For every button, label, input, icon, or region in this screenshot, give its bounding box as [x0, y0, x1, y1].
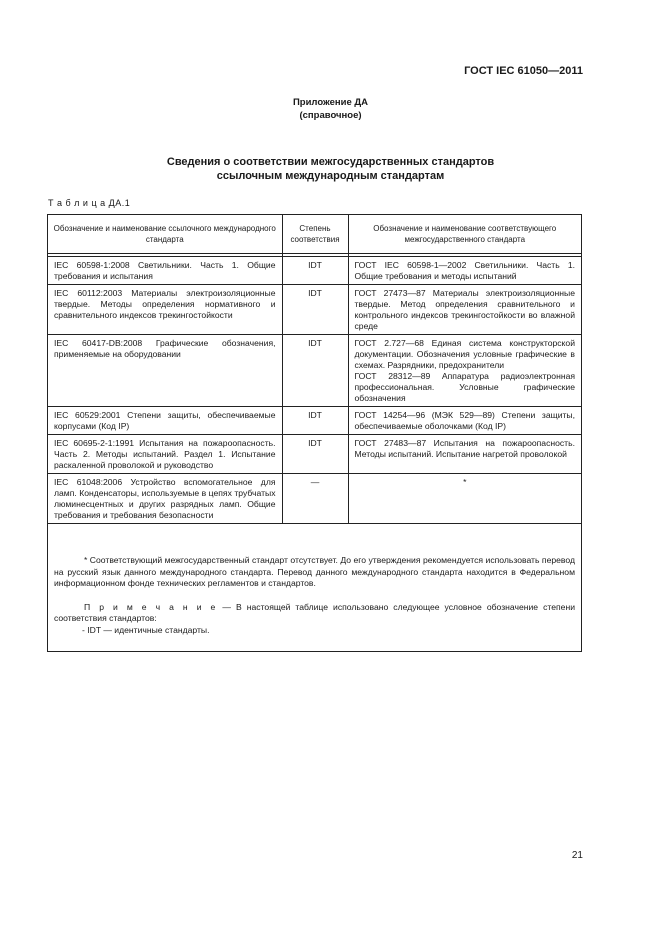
degree-cell: IDT [282, 335, 348, 407]
standard-header: ГОСТ IEC 61050—2011 [464, 65, 583, 77]
gost-standard-entry: ГОСТ 28312—89 Аппаратура радиоэлектронная профессиональная. Условные графические обозначения [354, 371, 575, 403]
table-row [48, 257, 581, 285]
note-label: П р и м е ч а н и е [84, 601, 218, 612]
table-label: Т а б л и ц а ДА.1 [48, 198, 131, 208]
note [48, 590, 581, 625]
table-row [48, 435, 581, 474]
degree-cell: — [282, 474, 348, 524]
table-notes [48, 552, 581, 636]
title-line-2: ссылочным международным стандартам [216, 170, 445, 182]
header-intl-standard: Обозначение и наименование ссылочного международного стандарта [48, 215, 282, 254]
table-row [48, 285, 581, 335]
degree-cell: IDT [282, 435, 348, 474]
page-number: 21 [571, 850, 583, 861]
gost-standard-cell: ГОСТ IEC 60598-1—2002 Светильники. Часть 1. Общие требования и методы испытаний [348, 257, 581, 285]
table-row [48, 474, 581, 524]
table-header-row [48, 215, 581, 254]
table-row [48, 407, 581, 435]
table-row [48, 335, 581, 407]
gost-standard-cell: * [348, 474, 581, 524]
gost-standard-cell: ГОСТ 14254—96 (МЭК 529—89) Степени защиты, обеспечиваемые оболочками (Код IP) [348, 407, 581, 435]
gost-standard-cell [348, 335, 581, 407]
title-line-1: Сведения о соответствии межгосударственных стандартов [166, 156, 495, 168]
gost-standard-cell: ГОСТ 27483—87 Испытания на пожароопасность. Методы испытаний. Испытание нагретой проволокой [348, 435, 581, 474]
footnote: * Соответствующий межгосударственный стандарт отсутствует. До его утверждения рекомендуется использовать перевод на русский язык данного международного стандарта. Перевод данного международного стандарта находится в Федеральном информационном фонде технических регламентов и стандартов. [54, 555, 575, 588]
header-degree: Степень соответствия [282, 215, 348, 254]
intl-standard-cell: IEC 60695-2-1:1991 Испытания на пожароопасность. Часть 2. Методы испытаний. Раздел 1. Испытание раскаленной проволокой и руководство [48, 435, 282, 474]
note-item: - IDT — идентичные стандарты. [82, 624, 210, 635]
gost-standard-cell: ГОСТ 27473—87 Материалы электроизоляционные твердые. Метод определения сравнительного и контрольного индексов трекингостойкости во влажной среде [348, 285, 581, 335]
intl-standard-cell: IEC 60417-DB:2008 Графические обозначения, применяемые на оборудовании [48, 335, 282, 407]
correspondence-table [48, 215, 581, 524]
intl-standard-cell: IEC 61048:2006 Устройство вспомогательное для ламп. Конденсаторы, используемые в цепях трубчатых люминесцентных и других разрядных ламп. Общие требования и требования безопасности [48, 474, 282, 524]
appendix-subtitle: (справочное) [299, 110, 362, 121]
header-gost-standard: Обозначение и наименование соответствующего межгосударственного стандарта [348, 215, 581, 254]
appendix-heading [0, 96, 661, 122]
intl-standard-cell: IEC 60112:2003 Материалы электроизоляционные твердые. Методы определения нормативного и сравнительного индексов трекингостойкости [48, 285, 282, 335]
degree-cell: IDT [282, 257, 348, 285]
degree-cell: IDT [282, 407, 348, 435]
intl-standard-cell: IEC 60529:2001 Степени защиты, обеспечиваемые корпусами (Код IP) [48, 407, 282, 435]
page-title [0, 155, 661, 183]
intl-standard-cell: IEC 60598-1:2008 Светильники. Часть 1. Общие требования и испытания [48, 257, 282, 285]
note-text: — В настоящей таблице использовано следующее условное обозначение степени соответствия стандартов: [54, 601, 575, 623]
gost-standard-entry: ГОСТ 2.727—68 Единая система конструкторской документации. Обозначения условные графические в схемах. Разрядники, предохранители [354, 338, 575, 370]
degree-cell: IDT [282, 285, 348, 335]
appendix-title: Приложение ДА [292, 97, 369, 108]
